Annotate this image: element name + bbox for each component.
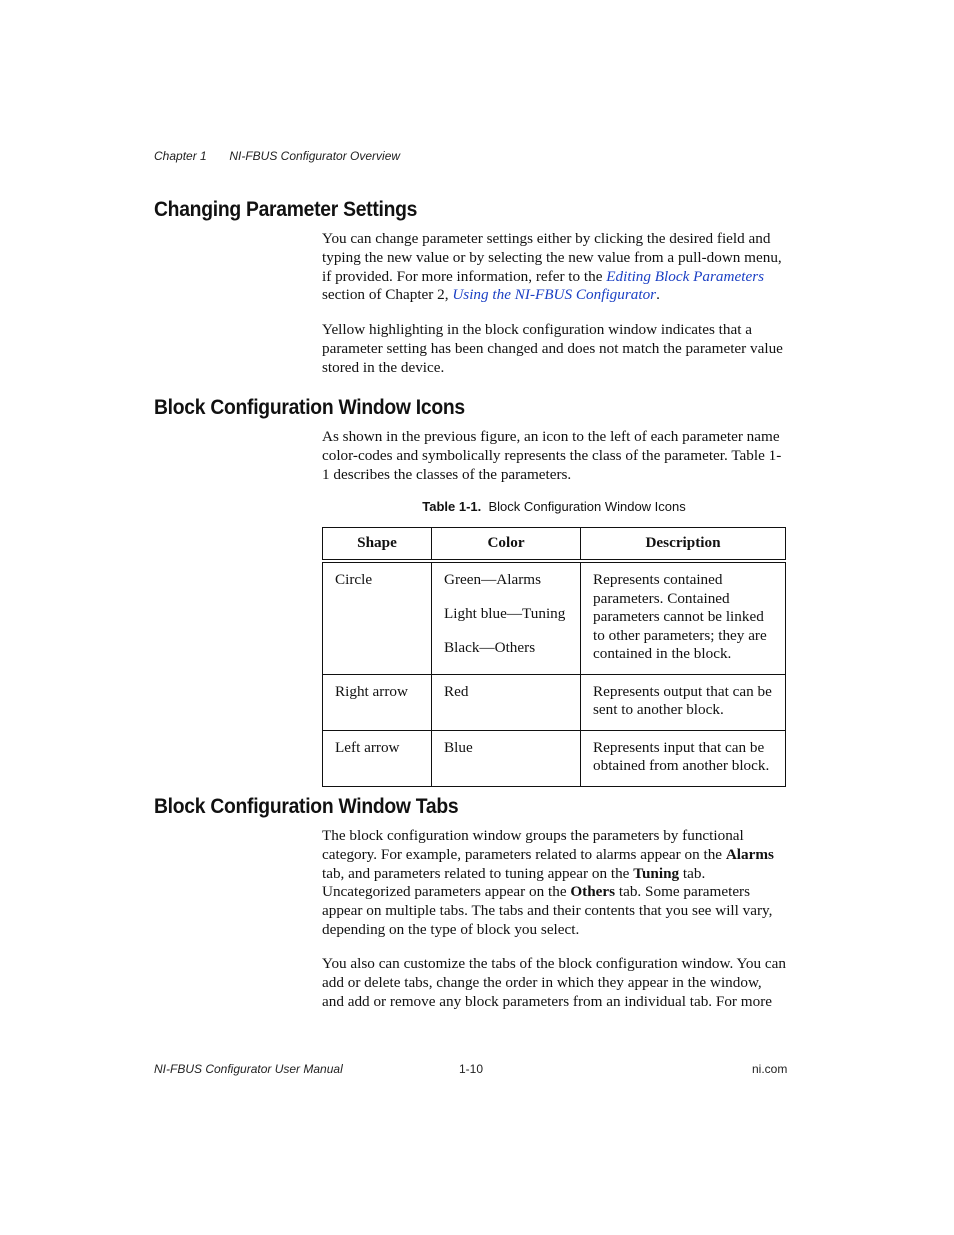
- color-entry: Light blue—Tuning: [444, 605, 566, 622]
- color-entry: Red: [444, 682, 469, 700]
- color-entry: Blue: [444, 738, 473, 756]
- heading-block-configuration-window-tabs: Block Configuration Window Tabs: [154, 795, 459, 818]
- table-caption-title: Block Configuration Window Icons: [488, 499, 686, 514]
- cell-color: [432, 730, 581, 786]
- table-row: [323, 730, 786, 786]
- paragraph-changing-2: Yellow highlighting in the block configuration window indicates that a parameter setting has been changed and does not match the parameter value stored in the device.: [322, 321, 783, 376]
- cell-description: Represents contained parameters. Contained parameters cannot be linked to other parameters; they are contained in the block.: [581, 561, 786, 674]
- cell-color: [432, 561, 581, 674]
- link-editing-block-parameters[interactable]: Editing Block Parameters: [606, 267, 765, 285]
- paragraph-icons-1: As shown in the previous figure, an icon to the left of each parameter name color-codes and symbolically represents the class of the parameter. Table 1-1 describes the classes of the parameters.: [322, 428, 782, 483]
- footer-page-number: 1-10: [459, 1062, 484, 1076]
- chapter-label: Chapter 1: [154, 149, 207, 163]
- color-entry: Black—Others: [444, 639, 536, 656]
- footer-manual-title: NI-FBUS Configurator User Manual: [154, 1062, 343, 1076]
- link-using-ni-fbus-configurator[interactable]: Using the NI-FBUS Configurator: [452, 286, 657, 304]
- cell-shape: Circle: [323, 561, 432, 674]
- others-tab-term: Others: [570, 883, 616, 901]
- icons-table: [322, 527, 786, 787]
- cell-shape: Left arrow: [323, 730, 432, 786]
- heading-block-configuration-window-icons: Block Configuration Window Icons: [154, 396, 465, 419]
- paragraph-changing-1: You can change parameter settings either by clicking the desired field and typing the new value or by selecting the new value from a pull-down menu, if provided. For more information, refer to the Editing Block Parameters section of Chapter 2, Using the NI-FBUS Configurator.: [322, 230, 782, 304]
- table-caption-label: Table 1-1.: [422, 499, 482, 514]
- cell-color: [432, 674, 581, 730]
- heading-changing-parameter-settings: Changing Parameter Settings: [154, 198, 418, 221]
- table-header-row: [323, 528, 786, 562]
- paragraph-tabs-2: You also can customize the tabs of the block configuration window. You can add or delete tabs, change the order in which they appear in the window, and add or remove any block parameters from an individual tab. For more: [322, 955, 786, 1010]
- cell-description: Represents output that can be sent to another block.: [581, 674, 786, 730]
- table-row: [323, 561, 786, 674]
- table-caption: [322, 499, 786, 514]
- header-shape: Shape: [323, 528, 432, 562]
- running-header: [154, 149, 400, 163]
- cell-shape: Right arrow: [323, 674, 432, 730]
- footer-site: ni.com: [752, 1062, 788, 1076]
- cell-description: Represents input that can be obtained from another block.: [581, 730, 786, 786]
- header-color: Color: [432, 528, 581, 562]
- table-row: [323, 674, 786, 730]
- alarms-tab-term: Alarms: [725, 845, 774, 863]
- tuning-tab-term: Tuning: [633, 864, 680, 882]
- paragraph-tabs-1: The block configuration window groups the parameters by functional category. For example, parameters related to alarms appear on the Alarms tab, and parameters related to tuning appear on the Tuning tab. Uncategorized parameters appear on the Others tab. Some parameters appear on multiple tabs. The tabs and their contents that you see will vary, depending on the type of block you select.: [322, 827, 774, 938]
- header-description: Description: [581, 528, 786, 562]
- color-entry: Green—Alarms: [444, 571, 541, 588]
- chapter-title: NI-FBUS Configurator Overview: [229, 149, 401, 163]
